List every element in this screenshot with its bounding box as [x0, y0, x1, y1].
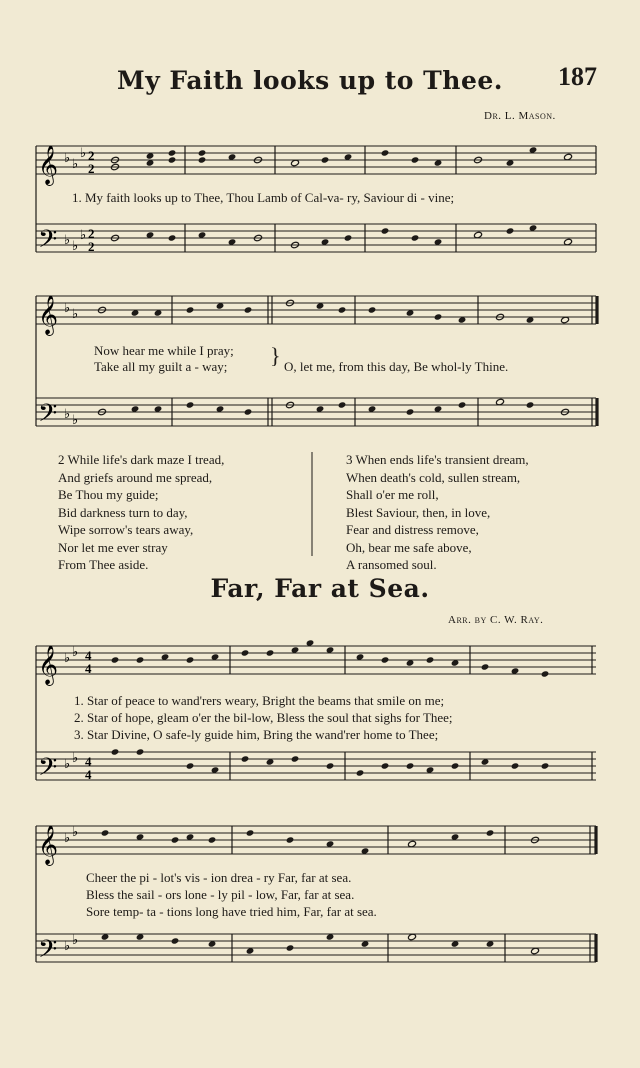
- verse-line: A ransomed soul.: [346, 557, 437, 572]
- hymn2-arranger: Arr. by C. W. Ray.: [448, 614, 544, 626]
- svg-text:♭: ♭: [72, 412, 79, 427]
- svg-text:♭: ♭: [72, 932, 79, 947]
- svg-text:4: 4: [85, 661, 92, 676]
- svg-text:♭: ♭: [80, 145, 87, 160]
- hymn1-lyric-line1: 1. My faith looks up to Thee, Thou Lamb of Cal-va- ry, Saviour di - vine;: [72, 190, 455, 205]
- hymn2-stanza1-bottom: Cheer the pi - lot's vis - ion drea - ry Far, far at sea.: [86, 870, 352, 885]
- verse-line: Wipe sorrow's tears away,: [58, 522, 194, 537]
- svg-text:𝄞: 𝄞: [38, 295, 59, 335]
- svg-text:♭: ♭: [72, 238, 79, 253]
- svg-text:𝄢: 𝄢: [38, 399, 58, 434]
- svg-text:2: 2: [88, 148, 95, 163]
- svg-text:𝄢: 𝄢: [38, 935, 58, 970]
- hymn1-lyric-line2a: Now hear me while I pray;: [94, 343, 234, 358]
- hymn2-stanza1-top: 1. Star of peace to wand'rers weary, Bright the beams that smile on me;: [74, 693, 445, 708]
- verse-line: Nor let me ever stray: [58, 539, 168, 555]
- verse-line: Shall o'er me roll,: [346, 487, 439, 502]
- hymn2-stanza3-top: 3. Star Divine, O safe-ly guide him, Bring the wand'rer home to Thee;: [74, 727, 439, 742]
- verse-line: Be Thou my guide;: [58, 487, 159, 502]
- hymn2-stanza3-bottom: Sore temp- ta - tions long have tried him, Far, far at sea.: [86, 904, 377, 919]
- svg-text:♭: ♭: [64, 830, 71, 845]
- hymn1-composer: Dr. L. Mason.: [484, 110, 556, 122]
- verse-line: From Thee aside.: [58, 557, 149, 572]
- svg-text:♭: ♭: [72, 156, 79, 171]
- svg-text:♭: ♭: [64, 650, 71, 665]
- svg-text:♭: ♭: [72, 644, 79, 659]
- svg-text:2: 2: [88, 226, 95, 241]
- svg-text:𝄞: 𝄞: [38, 645, 59, 685]
- svg-text:♭: ♭: [64, 232, 71, 247]
- svg-text:♭: ♭: [72, 750, 79, 765]
- svg-text:𝄢: 𝄢: [38, 225, 58, 260]
- svg-text:♭: ♭: [64, 300, 71, 315]
- verse-line: 2 While life's dark maze I tread,: [58, 452, 225, 467]
- svg-text:♭: ♭: [64, 406, 71, 421]
- brace-icon: }: [270, 343, 281, 368]
- svg-text:♭: ♭: [64, 150, 71, 165]
- svg-text:𝄞: 𝄞: [38, 825, 59, 865]
- svg-text:4: 4: [85, 767, 92, 782]
- hymn1-lyric-line2c: O, let me, from this day, Be whol-ly Thine.: [284, 359, 509, 374]
- svg-text:♭: ♭: [80, 227, 87, 242]
- svg-text:4: 4: [85, 754, 92, 769]
- svg-text:2: 2: [88, 239, 95, 254]
- svg-text:4: 4: [85, 648, 92, 663]
- svg-text:♭: ♭: [72, 306, 79, 321]
- svg-text:♭: ♭: [72, 824, 79, 839]
- hymn2-stanza2-top: 2. Star of hope, gleam o'er the bil-low, Bless the soul that sighs for Thee;: [74, 710, 453, 725]
- svg-text:𝄢: 𝄢: [38, 753, 58, 788]
- svg-text:♭: ♭: [64, 756, 71, 771]
- verse-line: Bid darkness turn to day,: [58, 504, 188, 520]
- verse-line: When death's cold, sullen stream,: [346, 469, 521, 485]
- verse-line: Blest Saviour, then, in love,: [346, 504, 491, 520]
- svg-text:2: 2: [88, 161, 95, 176]
- verse-line: 3 When ends life's transient dream,: [346, 452, 529, 467]
- hymn1-verse3: [346, 451, 529, 574]
- hymn2-title: Far, Far at Sea.: [210, 574, 430, 603]
- hymn1-title: My Faith looks up to Thee.: [117, 66, 503, 95]
- svg-text:𝄞: 𝄞: [38, 145, 59, 185]
- page-number: 187: [558, 62, 597, 91]
- verse-line: Fear and distress remove,: [346, 522, 479, 537]
- hymn2-stanza2-bottom: Bless the sail - ors lone - ly pil - low, Far, far at sea.: [86, 887, 355, 902]
- hymn1-verse2: [58, 451, 224, 574]
- hymn1-lyric-line2b: Take all my guilt a - way;: [94, 359, 228, 374]
- verse-line: And griefs around me spread,: [58, 469, 213, 485]
- svg-text:♭: ♭: [64, 938, 71, 953]
- verse-line: Oh, bear me safe above,: [346, 539, 472, 555]
